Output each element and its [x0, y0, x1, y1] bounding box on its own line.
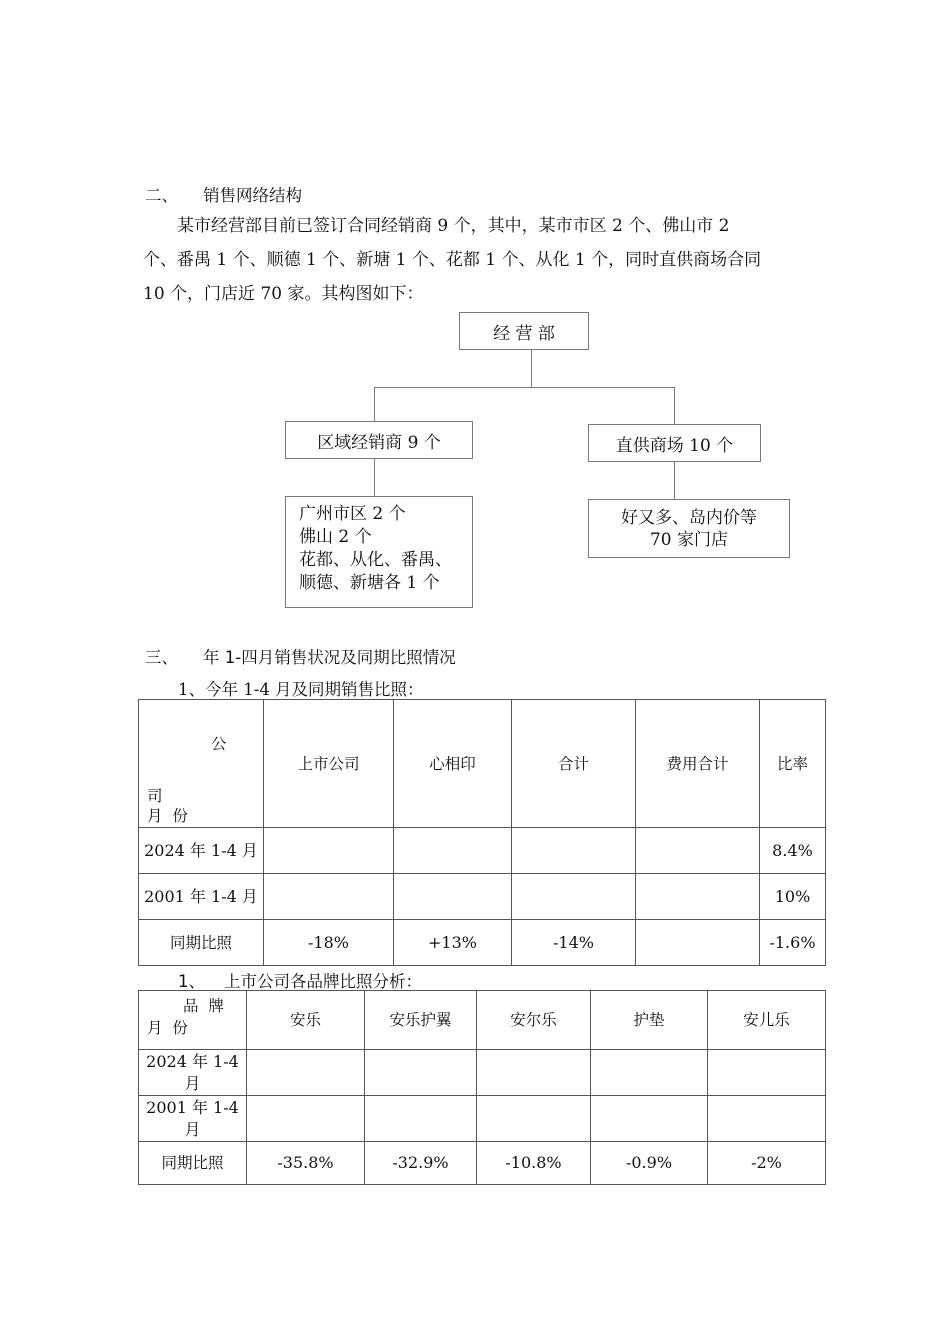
row-label: 2001 年 1-4 月: [139, 1096, 247, 1142]
table-cell: -14%: [512, 920, 636, 966]
table-corner-cell: 公 司 月 份: [139, 700, 264, 828]
row-label: 2001 年 1-4 月: [139, 874, 264, 920]
table-cell: +13%: [394, 920, 512, 966]
column-header: 护垫: [591, 991, 708, 1050]
table-cell: [365, 1050, 477, 1096]
org-left-detail-box: 广州市区 2 个 佛山 2 个 花都、从化、番禺、 顺德、新塘各 1 个: [285, 496, 473, 608]
paragraph-line: 10 个，门店近 70 家。其构图如下：: [143, 284, 424, 304]
connector-line: [674, 462, 675, 500]
column-header: 合计: [512, 700, 636, 828]
table-cell: 10%: [760, 874, 826, 920]
org-right-box: 直供商场 10 个: [588, 424, 761, 462]
table-cell: [512, 874, 636, 920]
brand-comparison-table: [138, 990, 826, 1185]
section-2-paragraph: [143, 209, 811, 311]
table-cell: [264, 874, 394, 920]
table-cell: -35.8%: [247, 1142, 365, 1185]
connector-line: [374, 387, 375, 422]
table-cell: [636, 828, 760, 874]
subheading-2: 1、 上市公司各品牌比照分析：: [178, 972, 422, 991]
table-header-row: [139, 700, 826, 828]
table-header-row: [139, 991, 826, 1050]
table-cell: [477, 1096, 591, 1142]
table-cell: -2%: [708, 1142, 826, 1185]
sales-comparison-table: [138, 699, 826, 966]
section-3-heading: [145, 644, 456, 668]
table-cell: [477, 1050, 591, 1096]
row-label: 同期比照: [139, 920, 264, 966]
table-cell: -10.8%: [477, 1142, 591, 1185]
org-root-box: 经 营 部: [459, 312, 589, 350]
row-label: 同期比照: [139, 1142, 247, 1185]
column-header: 安儿乐: [708, 991, 826, 1050]
column-header: 心相印: [394, 700, 512, 828]
column-header: 安乐护翼: [365, 991, 477, 1050]
column-header: 安尔乐: [477, 991, 591, 1050]
table-cell: 8.4%: [760, 828, 826, 874]
table-row: [139, 1096, 826, 1142]
connector-line: [374, 387, 675, 388]
table-cell: [247, 1096, 365, 1142]
table-row: [139, 874, 826, 920]
org-right-detail-box: 好又多、岛内价等 70 家门店: [588, 499, 790, 558]
column-header: 安乐: [247, 991, 365, 1050]
org-left-box: 区域经销商 9 个: [285, 421, 473, 459]
table-row: [139, 1050, 826, 1096]
table-cell: -18%: [264, 920, 394, 966]
table-cell: [591, 1096, 708, 1142]
table-row: [139, 828, 826, 874]
connector-line: [531, 350, 532, 388]
table-cell: [394, 874, 512, 920]
table-row: [139, 920, 826, 966]
row-label: 2024 年 1-4 月: [139, 828, 264, 874]
section-3-title: 年 1-四月销售状况及同期比照情况: [203, 648, 456, 667]
table-corner-cell: 品 牌 月 份: [139, 991, 247, 1050]
section-2-heading: [145, 182, 302, 206]
paragraph-line: 某市经营部目前已签订合同经销商 9 个，其中，某市市区 2 个、佛山市 2: [177, 216, 730, 236]
table-cell: [247, 1050, 365, 1096]
row-label: 2024 年 1-4 月: [139, 1050, 247, 1096]
table-row: [139, 1142, 826, 1185]
table-cell: -32.9%: [365, 1142, 477, 1185]
section-3-number: 三、: [145, 648, 178, 667]
table-cell: -1.6%: [760, 920, 826, 966]
connector-line: [374, 459, 375, 497]
table-cell: [591, 1050, 708, 1096]
paragraph-line: 个、番禺 1 个、顺德 1 个、新塘 1 个、花都 1 个、从化 1 个，同时直供商场合同: [143, 250, 762, 270]
table-cell: [636, 874, 760, 920]
column-header: 费用合计: [636, 700, 760, 828]
table-cell: -0.9%: [591, 1142, 708, 1185]
table-cell: [365, 1096, 477, 1142]
table-cell: [636, 920, 760, 966]
table-cell: [264, 828, 394, 874]
table-cell: [512, 828, 636, 874]
table-cell: [708, 1050, 826, 1096]
section-2-number: 二、: [145, 186, 178, 205]
table-cell: [708, 1096, 826, 1142]
column-header: 比率: [760, 700, 826, 828]
connector-line: [674, 387, 675, 425]
column-header: 上市公司: [264, 700, 394, 828]
table-cell: [394, 828, 512, 874]
subheading-1: 1、今年 1-4 月及同期销售比照：: [178, 680, 424, 699]
section-2-title: 销售网络结构: [203, 186, 302, 205]
